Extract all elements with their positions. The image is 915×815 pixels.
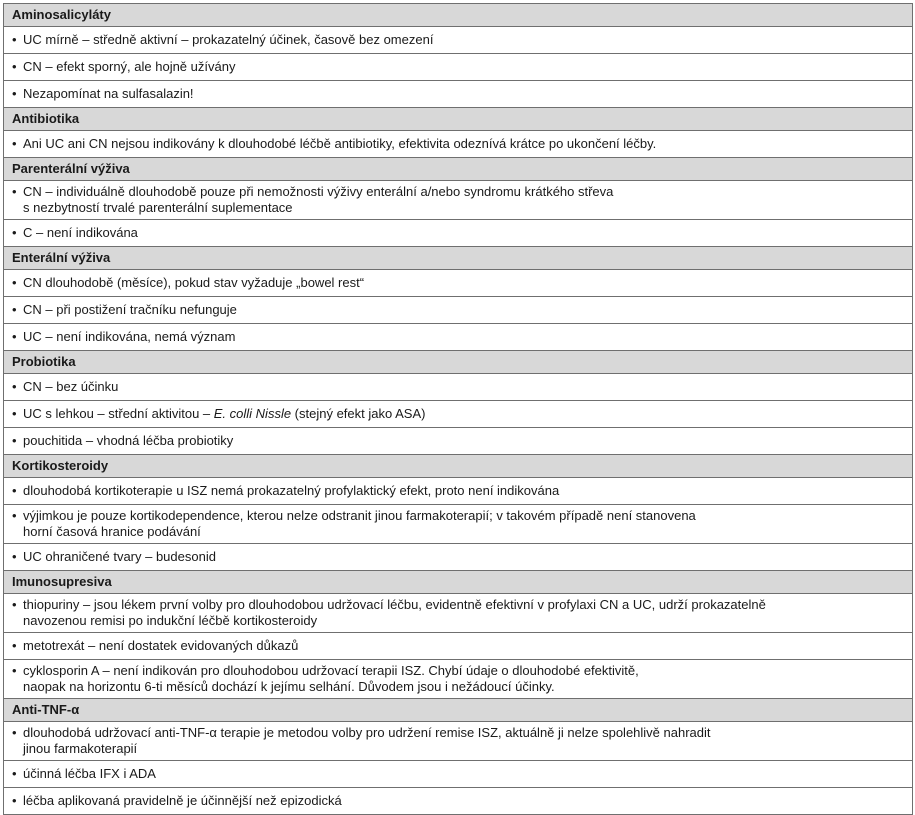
- therapy-table: [3, 3, 913, 815]
- row-text-line2: navozenou remisi po indukční léčbě kortikosteroidy: [23, 613, 318, 628]
- section-header-parenteralni-vyziva: [4, 158, 913, 181]
- row-text-line1: dlouhodobá udržovací anti-TNF-α terapie je metodou volby pro udržení remise ISZ, aktuálně ji nelze spolehlivě nahradit: [23, 725, 711, 740]
- section-header-enteralni-vyziva: [4, 247, 913, 270]
- bullet: •: [12, 433, 17, 448]
- table-row: [4, 478, 913, 505]
- row-text-line1: thiopuriny – jsou lékem první volby pro dlouhodobou udržovací léčbu, evidentně efektivní v profylaxi CN a UC, udrží prokazatelně: [23, 597, 766, 612]
- row-text-line1: CN – individuálně dlouhodobě pouze při nemožnosti výživy enterální a/nebo syndromu krátkého střeva: [23, 184, 614, 199]
- bullet: •: [12, 32, 17, 47]
- section-header-kortikosteroidy: [4, 455, 913, 478]
- row-text-line1: cyklosporin A – není indikován pro dlouhodobou udržovací terapii ISZ. Chybí údaje o dlouhodobé efektivitě,: [23, 663, 639, 678]
- section-title: Imunosupresiva: [4, 571, 913, 594]
- row-text: CN – efekt sporný, ale hojně užívány: [23, 59, 236, 74]
- section-title: Aminosalicyláty: [4, 4, 913, 27]
- bullet: •: [12, 597, 17, 612]
- row-text-line2: naopak na horizontu 6-ti měsíců dochází k jejímu selhání. Důvodem jsou i nežádoucí účinky.: [23, 679, 555, 694]
- table-row: [4, 594, 913, 633]
- row-text: UC mírně – středně aktivní – prokazatelný účinek, časově bez omezení: [23, 32, 434, 47]
- bullet: •: [12, 184, 17, 199]
- row-text-line2: s nezbytností trvalé parenterální suplementace: [23, 200, 293, 215]
- row-text: CN – při postižení tračníku nefunguje: [23, 302, 237, 317]
- section-header-probiotika: [4, 351, 913, 374]
- table-row: [4, 722, 913, 761]
- table-row: [4, 505, 913, 544]
- bullet: •: [12, 638, 17, 653]
- table-row: [4, 544, 913, 571]
- section-header-anti-tnf: [4, 699, 913, 722]
- row-text-line2: horní časová hranice podávání: [23, 524, 201, 539]
- section-header-imunosupresiva: [4, 571, 913, 594]
- row-text: UC ohraničené tvary – budesonid: [23, 549, 216, 564]
- section-title: Kortikosteroidy: [4, 455, 913, 478]
- table-row: [4, 270, 913, 297]
- row-text-line2: jinou farmakoterapií: [23, 741, 138, 756]
- table-row: [4, 374, 913, 401]
- bullet: •: [12, 59, 17, 74]
- table-row: [4, 788, 913, 815]
- section-header-aminosalicylaty: [4, 4, 913, 27]
- row-text: Ani UC ani CN nejsou indikovány k dlouhodobé léčbě antibiotiky, efektivita odeznívá krátce po ukončení léčby.: [23, 136, 657, 151]
- section-title: Anti-TNF-α: [4, 699, 913, 722]
- table-row: [4, 297, 913, 324]
- bullet: •: [12, 136, 17, 151]
- bullet: •: [12, 225, 17, 240]
- row-text: UC s lehkou – střední aktivitou –: [23, 406, 214, 421]
- row-text: CN – bez účinku: [23, 379, 119, 394]
- section-title: Probiotika: [4, 351, 913, 374]
- table-row: [4, 401, 913, 428]
- table-row: [4, 54, 913, 81]
- bullet: •: [12, 379, 17, 394]
- bullet: •: [12, 663, 17, 678]
- row-text: metotrexát – není dostatek evidovaných důkazů: [23, 638, 299, 653]
- row-text: C – není indikována: [23, 225, 138, 240]
- bullet: •: [12, 275, 17, 290]
- row-text: dlouhodobá kortikoterapie u ISZ nemá prokazatelný profylaktický efekt, proto není indikována: [23, 483, 560, 498]
- table-row: [4, 761, 913, 788]
- bullet: •: [12, 302, 17, 317]
- bullet: •: [12, 86, 17, 101]
- row-text: (stejný efekt jako ASA): [291, 406, 426, 421]
- bullet: •: [12, 766, 17, 781]
- bullet: •: [12, 483, 17, 498]
- row-text: účinná léčba IFX i ADA: [23, 766, 156, 781]
- section-title: Enterální výživa: [4, 247, 913, 270]
- row-text: UC – není indikována, nemá význam: [23, 329, 236, 344]
- bullet: •: [12, 793, 17, 808]
- bullet: •: [12, 508, 17, 523]
- row-text-italic: E. colli Nissle: [213, 406, 292, 421]
- section-title: Antibiotika: [4, 108, 913, 131]
- table-row: [4, 181, 913, 220]
- bullet: •: [12, 406, 17, 421]
- row-text: CN dlouhodobě (měsíce), pokud stav vyžaduje „bowel rest“: [23, 275, 365, 290]
- bullet: •: [12, 329, 17, 344]
- table-row: [4, 660, 913, 699]
- row-text: Nezapomínat na sulfasalazin!: [23, 86, 194, 101]
- table-row: [4, 633, 913, 660]
- table-row: [4, 324, 913, 351]
- row-text: léčba aplikovaná pravidelně je účinnější než epizodická: [23, 793, 342, 808]
- bullet: •: [12, 549, 17, 564]
- table-row: [4, 220, 913, 247]
- table-row: [4, 131, 913, 158]
- section-header-antibiotika: [4, 108, 913, 131]
- table-row: [4, 27, 913, 54]
- row-text-line1: výjimkou je pouze kortikodependence, kterou nelze odstranit jinou farmakoterapií; v takovém případě není stanovena: [23, 508, 696, 523]
- section-title: Parenterální výživa: [4, 158, 913, 181]
- row-text: pouchitida – vhodná léčba probiotiky: [23, 433, 234, 448]
- table-row: [4, 428, 913, 455]
- bullet: •: [12, 725, 17, 740]
- table-row: [4, 81, 913, 108]
